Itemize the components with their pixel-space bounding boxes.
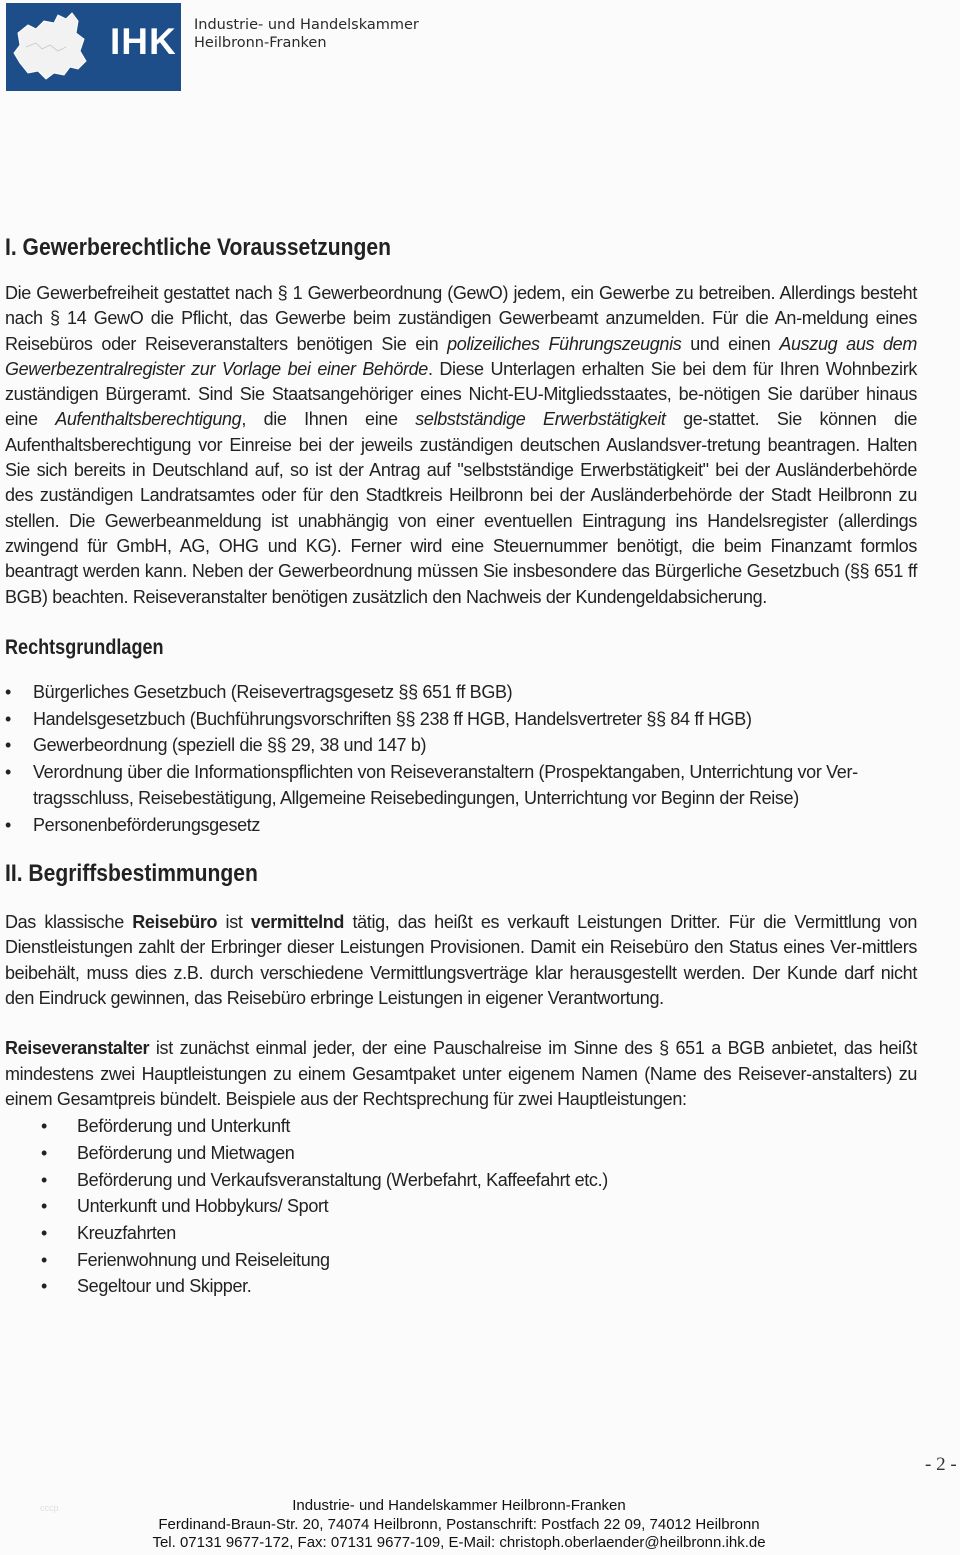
text-run: ist zunächst einmal jeder, der eine Pauschalreise im Sinne des § 651 a BGB anbietet, das heißt mindestens zwei Hauptleistungen zu einem Gesamtpaket unter eigenem Namen (Name des Reisever-anstalters) zu einem Gesamtpreis bündelt. Beispiele aus der Rechtsprechung für zwei Hauptleistungen: bbox=[5, 1038, 917, 1109]
organization-name bbox=[194, 16, 419, 52]
italic-term: polizeiliches Führungszeugnis bbox=[447, 333, 682, 354]
list-item bbox=[5, 680, 917, 706]
bullet-icon: • bbox=[41, 1196, 47, 1217]
list-item-text: Kreuzfahrten bbox=[77, 1223, 176, 1244]
ihk-logo bbox=[6, 3, 181, 91]
list-item-text: Beförderung und Mietwagen bbox=[77, 1142, 295, 1163]
footer-line3: Tel. 07131 9677-172, Fax: 07131 9677-109, E-Mail: christoph.oberlaender@heilbronn.ihk.de bbox=[152, 1534, 766, 1551]
italic-term: selbstständige Erwerbstätigkeit bbox=[415, 409, 666, 430]
list-item bbox=[5, 1273, 917, 1300]
org-name-line1: Industrie- und Handelskammer bbox=[194, 17, 419, 33]
bullet-icon: • bbox=[5, 708, 11, 729]
footer-line2: Ferdinand-Braun-Str. 20, 74074 Heilbronn, Postanschrift: Postfach 22 09, 74012 Heilbronn bbox=[158, 1515, 760, 1533]
list-item-text: Unterkunft und Hobbykurs/ Sport bbox=[77, 1196, 329, 1217]
bullet-icon: • bbox=[5, 735, 11, 756]
list-item-text: Handelsgesetzbuch (Buchführungsvorschriften §§ 238 ff HGB, Handelsvertreter §§ 84 ff HGB) bbox=[33, 708, 752, 729]
footer-line1: Industrie- und Handelskammer Heilbronn-Franken bbox=[292, 1497, 626, 1514]
list-item-text: Verordnung über die Informationspflichten von Reiseveranstaltern (Prospektangaben, Unterrichtung vor Ver-tragsschluss, Reisebestätigung, Allgemeine Reisebedingungen, Unterrichtung vor Beginn der Reise) bbox=[33, 762, 858, 808]
main-content bbox=[5, 232, 917, 1300]
list-item bbox=[5, 813, 917, 839]
list-item bbox=[5, 733, 917, 759]
page-number: - 2 - bbox=[925, 1454, 957, 1475]
list-item-text: Ferienwohnung und Reiseleitung bbox=[77, 1249, 330, 1270]
reiseveranstalter-paragraph bbox=[5, 1036, 917, 1112]
logo-text: IHK bbox=[110, 21, 177, 62]
page-footer bbox=[0, 1497, 918, 1553]
text-run: ist bbox=[217, 912, 251, 933]
bold-term: Reisebüro bbox=[132, 912, 218, 933]
text-run: Das klassische bbox=[5, 912, 133, 933]
bullet-icon: • bbox=[41, 1169, 47, 1190]
list-item-text: Personenbeförderungsgesetz bbox=[33, 814, 261, 835]
bullet-icon: • bbox=[41, 1116, 47, 1137]
list-item bbox=[5, 1140, 917, 1167]
list-item bbox=[5, 707, 917, 733]
bullet-icon: • bbox=[41, 1249, 47, 1270]
text-run: Die Gewerbefreiheit gestattet nach § 1 Gewerbeordnung (GewO) jedem, ein Gewerbe zu betreiben. Allerdings besteht nach § 14 GewO die Pflicht, das Gewerbe beim zuständigen Gewerbeamt anzumelden. Für die An-meldung eines Reisebüros oder Reiseveranstalters benötigen Sie ein bbox=[5, 283, 917, 354]
faint-watermark: cccp bbox=[40, 1503, 59, 1513]
bold-term: vermittelnd bbox=[250, 912, 345, 933]
text-run: . Diese Unterlagen erhalten Sie bei dem für Ihren Wohnbezirk zuständigen Bürgeramt. Sind Sie Staatsangehöriger eines Nicht-EU-Mitgliedsstaates, be-nötigen Sie darüber hinaus eine bbox=[5, 358, 918, 430]
bullet-icon: • bbox=[41, 1276, 47, 1297]
org-name-line2: Heilbronn-Franken bbox=[194, 35, 327, 51]
section2-heading: II. Begriffsbestimmungen bbox=[5, 860, 258, 888]
italic-term: Aufenthaltsberechtigung bbox=[55, 409, 242, 430]
section1-paragraph bbox=[5, 281, 917, 610]
list-item bbox=[5, 1220, 917, 1247]
section1-heading: I. Gewerberechtliche Voraussetzungen bbox=[5, 234, 392, 261]
list-item bbox=[5, 1247, 917, 1274]
reisebuero-paragraph bbox=[5, 910, 917, 1011]
text-run: ge-stattet. Sie können die Aufenthaltsberechtigung vor Einreise bei der jeweils zuständigen deutschen Auslandsver-tretung beantragen. Halten Sie sich bereits in Deutschland auf, so ist der Antrag auf "selbstständige Erwerbstätigkeit" bei der Ausländerbehörde des zuständigen Landratsamtes oder für den Stadtkreis Heilbronn bei der Ausländerbehörde der Stadt Heilbronn zu stellen. Die Gewerbeanmeldung ist unabhängig von einer eventuellen Eintragung ins Handelsregister (allerdings zwingend für GmbH, AG, OHG und KG). Ferner wird eine Steuernummer benötigt, die beim Finanzamt formlos beantragt werden kann. Neben der Gewerbeordnung müssen Sie insbesondere das Bürgerliche Gesetzbuch (§§ 651 ff BGB) beachten. Reiseveranstalter benötigen zusätzlich den Nachweis der Kundengeldabsicherung. bbox=[5, 409, 917, 607]
bullet-icon: • bbox=[5, 814, 11, 835]
list-item-text: Beförderung und Unterkunft bbox=[77, 1116, 291, 1137]
text-run: , die Ihnen eine bbox=[241, 409, 416, 430]
list-item-text: Segeltour und Skipper. bbox=[77, 1276, 252, 1297]
list-item-text: Beförderung und Verkaufsveranstaltung (Werbefahrt, Kaffeefahrt etc.) bbox=[77, 1169, 608, 1190]
text-run: und einen bbox=[681, 333, 780, 354]
list-item bbox=[5, 760, 917, 811]
list-item-text: Bürgerliches Gesetzbuch (Reisevertragsgesetz §§ 651 ff BGB) bbox=[33, 681, 513, 702]
text-run: tätig, das heißt es verkauft Leistungen Dritter. Für die Vermittlung von Dienstleistungen zahlt der Erbringer dieser Leistungen Provisionen. Damit ein Reisebüro den Status eines Ver-mittlers beibehält, muss dies z.B. durch verschiedene Vermittlungsverträge klar herausgestellt werden. Der Kunde darf nicht den Eindruck gewinnen, das Reisebüro erbringe Leistungen in eigener Verantwortung. bbox=[5, 912, 917, 1009]
list-item bbox=[5, 1167, 917, 1194]
bullet-icon: • bbox=[5, 681, 11, 702]
bullet-icon: • bbox=[41, 1142, 47, 1163]
bold-term: Reiseveranstalter bbox=[5, 1038, 150, 1059]
bullet-icon: • bbox=[41, 1223, 47, 1244]
list-item bbox=[5, 1113, 917, 1140]
examples-list bbox=[5, 1113, 917, 1300]
list-item-text: Gewerbeordnung (speziell die §§ 29, 38 und 147 b) bbox=[33, 735, 427, 756]
region-map-icon bbox=[6, 3, 101, 91]
bullet-icon: • bbox=[5, 762, 11, 783]
legal-heading: Rechtsgrundlagen bbox=[5, 635, 164, 659]
list-item bbox=[5, 1193, 917, 1220]
legal-list bbox=[5, 680, 917, 838]
italic-term: Auszug aus dem Gewerbezentralregister zur Vorlage bei einer Behörde bbox=[5, 333, 917, 379]
